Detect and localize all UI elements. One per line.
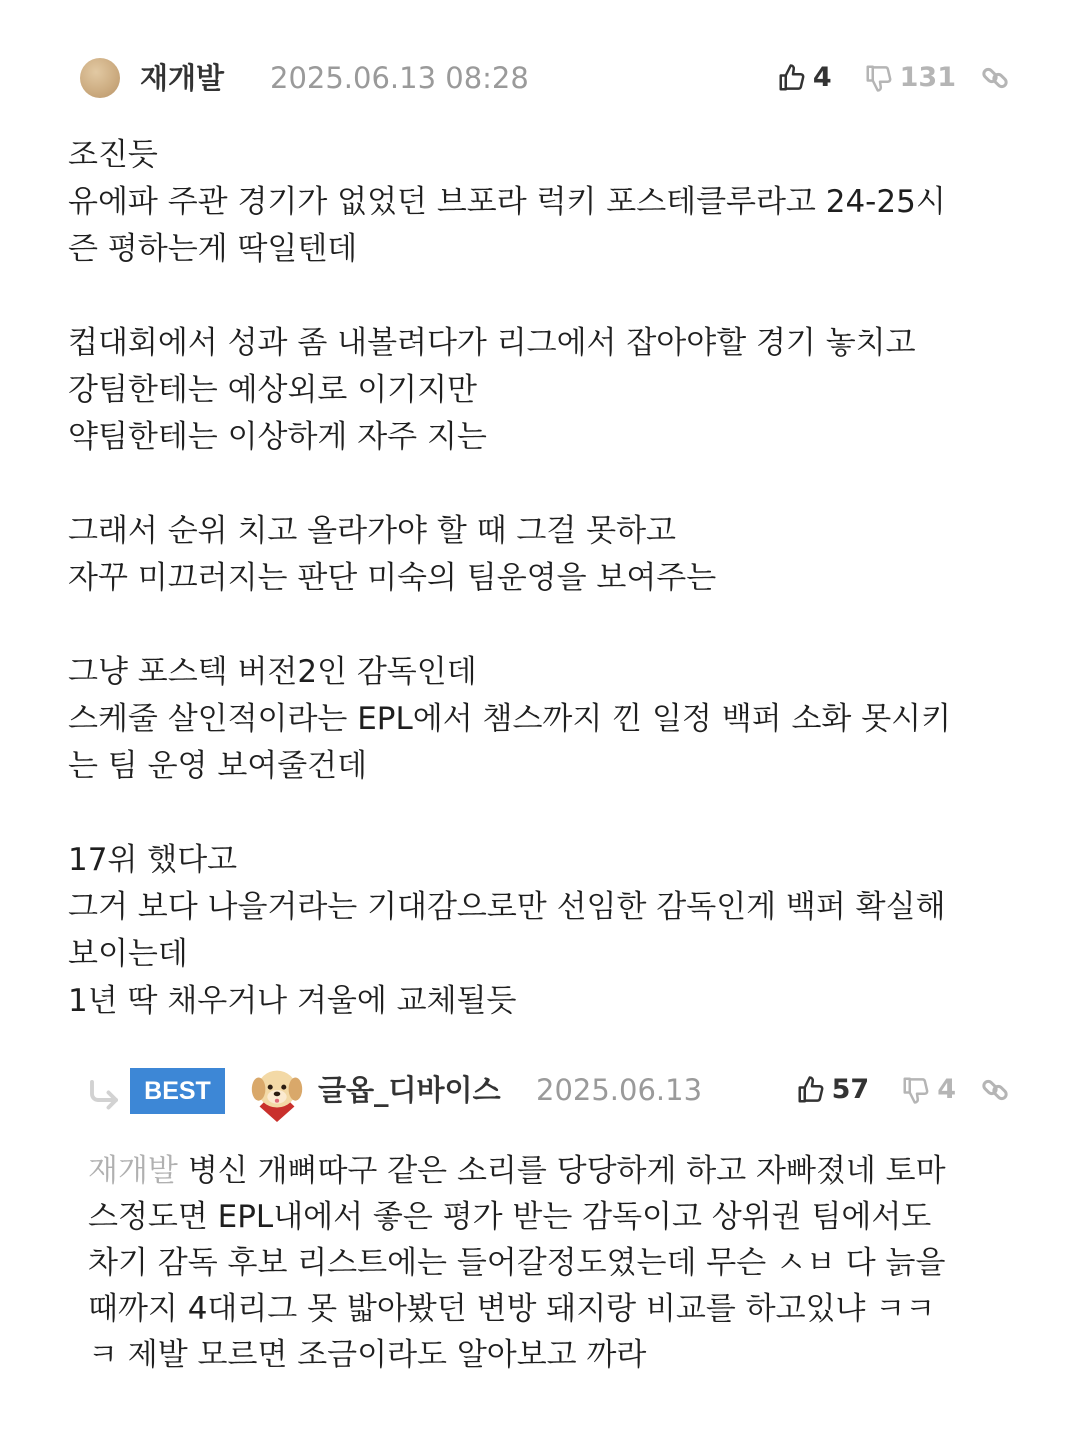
comment-line: 자꾸 미끄러지는 판단 미숙의 팀운영을 보여주는 <box>68 560 717 596</box>
reply-line: 때까지 4대리그 못 밟아봤던 변방 돼지랑 비교를 하고있냐 ㅋㅋ <box>88 1291 936 1327</box>
reply-like-count: 57 <box>831 1074 870 1105</box>
reply-arrow-icon <box>86 1076 122 1112</box>
comment-blank-line <box>68 602 1018 649</box>
comment-timestamp: 2025.06.13 08:28 <box>270 61 529 95</box>
comment-line: 17위 했다고 <box>68 842 238 878</box>
reply-line: ㅋ 제발 모르면 조금이라도 알아보고 까라 <box>88 1337 647 1373</box>
reply-votes <box>796 1070 1010 1110</box>
comment-line: 는 팀 운영 보여줄건데 <box>68 748 368 784</box>
link-icon[interactable] <box>980 63 1010 93</box>
comment-line: 즌 평하는게 딱일텐데 <box>68 231 358 267</box>
reply-header <box>86 1060 1010 1120</box>
comment-line: 보이는데 <box>68 936 188 972</box>
comment-line: 약팀한테는 이상하게 자주 지는 <box>68 419 487 455</box>
comment-line: 그냥 포스텍 버전2인 감독인데 <box>68 654 477 690</box>
comment-line: 컵대회에서 성과 좀 내볼려다가 리그에서 잡아야할 경기 놓치고 <box>68 325 916 361</box>
comment-line: 조진듯 <box>68 137 158 173</box>
comment-line: 유에파 주관 경기가 없었던 브포라 럭키 포스테클루라고 24-25시 <box>68 184 946 220</box>
like-count: 4 <box>812 62 832 93</box>
comment-header <box>80 52 1010 102</box>
puppy-avatar[interactable] <box>246 1060 308 1122</box>
link-icon[interactable] <box>980 1075 1010 1105</box>
comment-blank-line <box>68 461 1018 508</box>
best-badge: BEST <box>130 1068 225 1114</box>
dislike-count: 131 <box>899 62 956 93</box>
reply-author[interactable]: 글옵_디바이스 <box>318 1073 501 1107</box>
comment-author[interactable]: 재개발 <box>140 61 225 95</box>
reply-dislike-count: 4 <box>937 1074 956 1105</box>
reply-body <box>88 1148 1018 1378</box>
comment-blank-line <box>68 273 1018 320</box>
thumbs-down-icon[interactable] <box>901 1075 931 1105</box>
comment-body <box>68 132 1018 1025</box>
comment-line: 강팀한테는 예상외로 이기지만 <box>68 372 478 408</box>
reply-line: 스정도면 EPL내에서 좋은 평가 받는 감독이고 상위권 팀에서도 <box>88 1199 932 1235</box>
reply-mention[interactable]: 재개발 <box>88 1153 178 1189</box>
comment-line: 그래서 순위 치고 올라가야 할 때 그걸 못하고 <box>68 513 677 549</box>
reply-line: 차기 감독 후보 리스트에는 들어갈정도였는데 무슨 ㅅㅂ 다 늙을 <box>88 1245 946 1281</box>
comment-blank-line <box>68 790 1018 837</box>
comment-votes <box>777 58 1010 98</box>
comment-line: 1년 딱 채우거나 겨울에 교체될듯 <box>68 983 517 1019</box>
thumbs-down-icon[interactable] <box>864 63 894 93</box>
reply-line <box>88 1148 1018 1194</box>
reply-first-line: 병신 개뼈따구 같은 소리를 당당하게 하고 자빠졌네 토마 <box>187 1153 946 1189</box>
thumbs-up-icon[interactable] <box>796 1075 826 1105</box>
comment-line: 스케줄 살인적이라는 EPL에서 챔스까지 낀 일정 백퍼 소화 못시키 <box>68 701 952 737</box>
author-avatar[interactable] <box>80 58 120 98</box>
reply-timestamp: 2025.06.13 <box>536 1073 703 1107</box>
thumbs-up-icon[interactable] <box>777 63 807 93</box>
comment-line: 그거 보다 나을거라는 기대감으로만 선임한 감독인게 백퍼 확실해 <box>68 889 946 925</box>
